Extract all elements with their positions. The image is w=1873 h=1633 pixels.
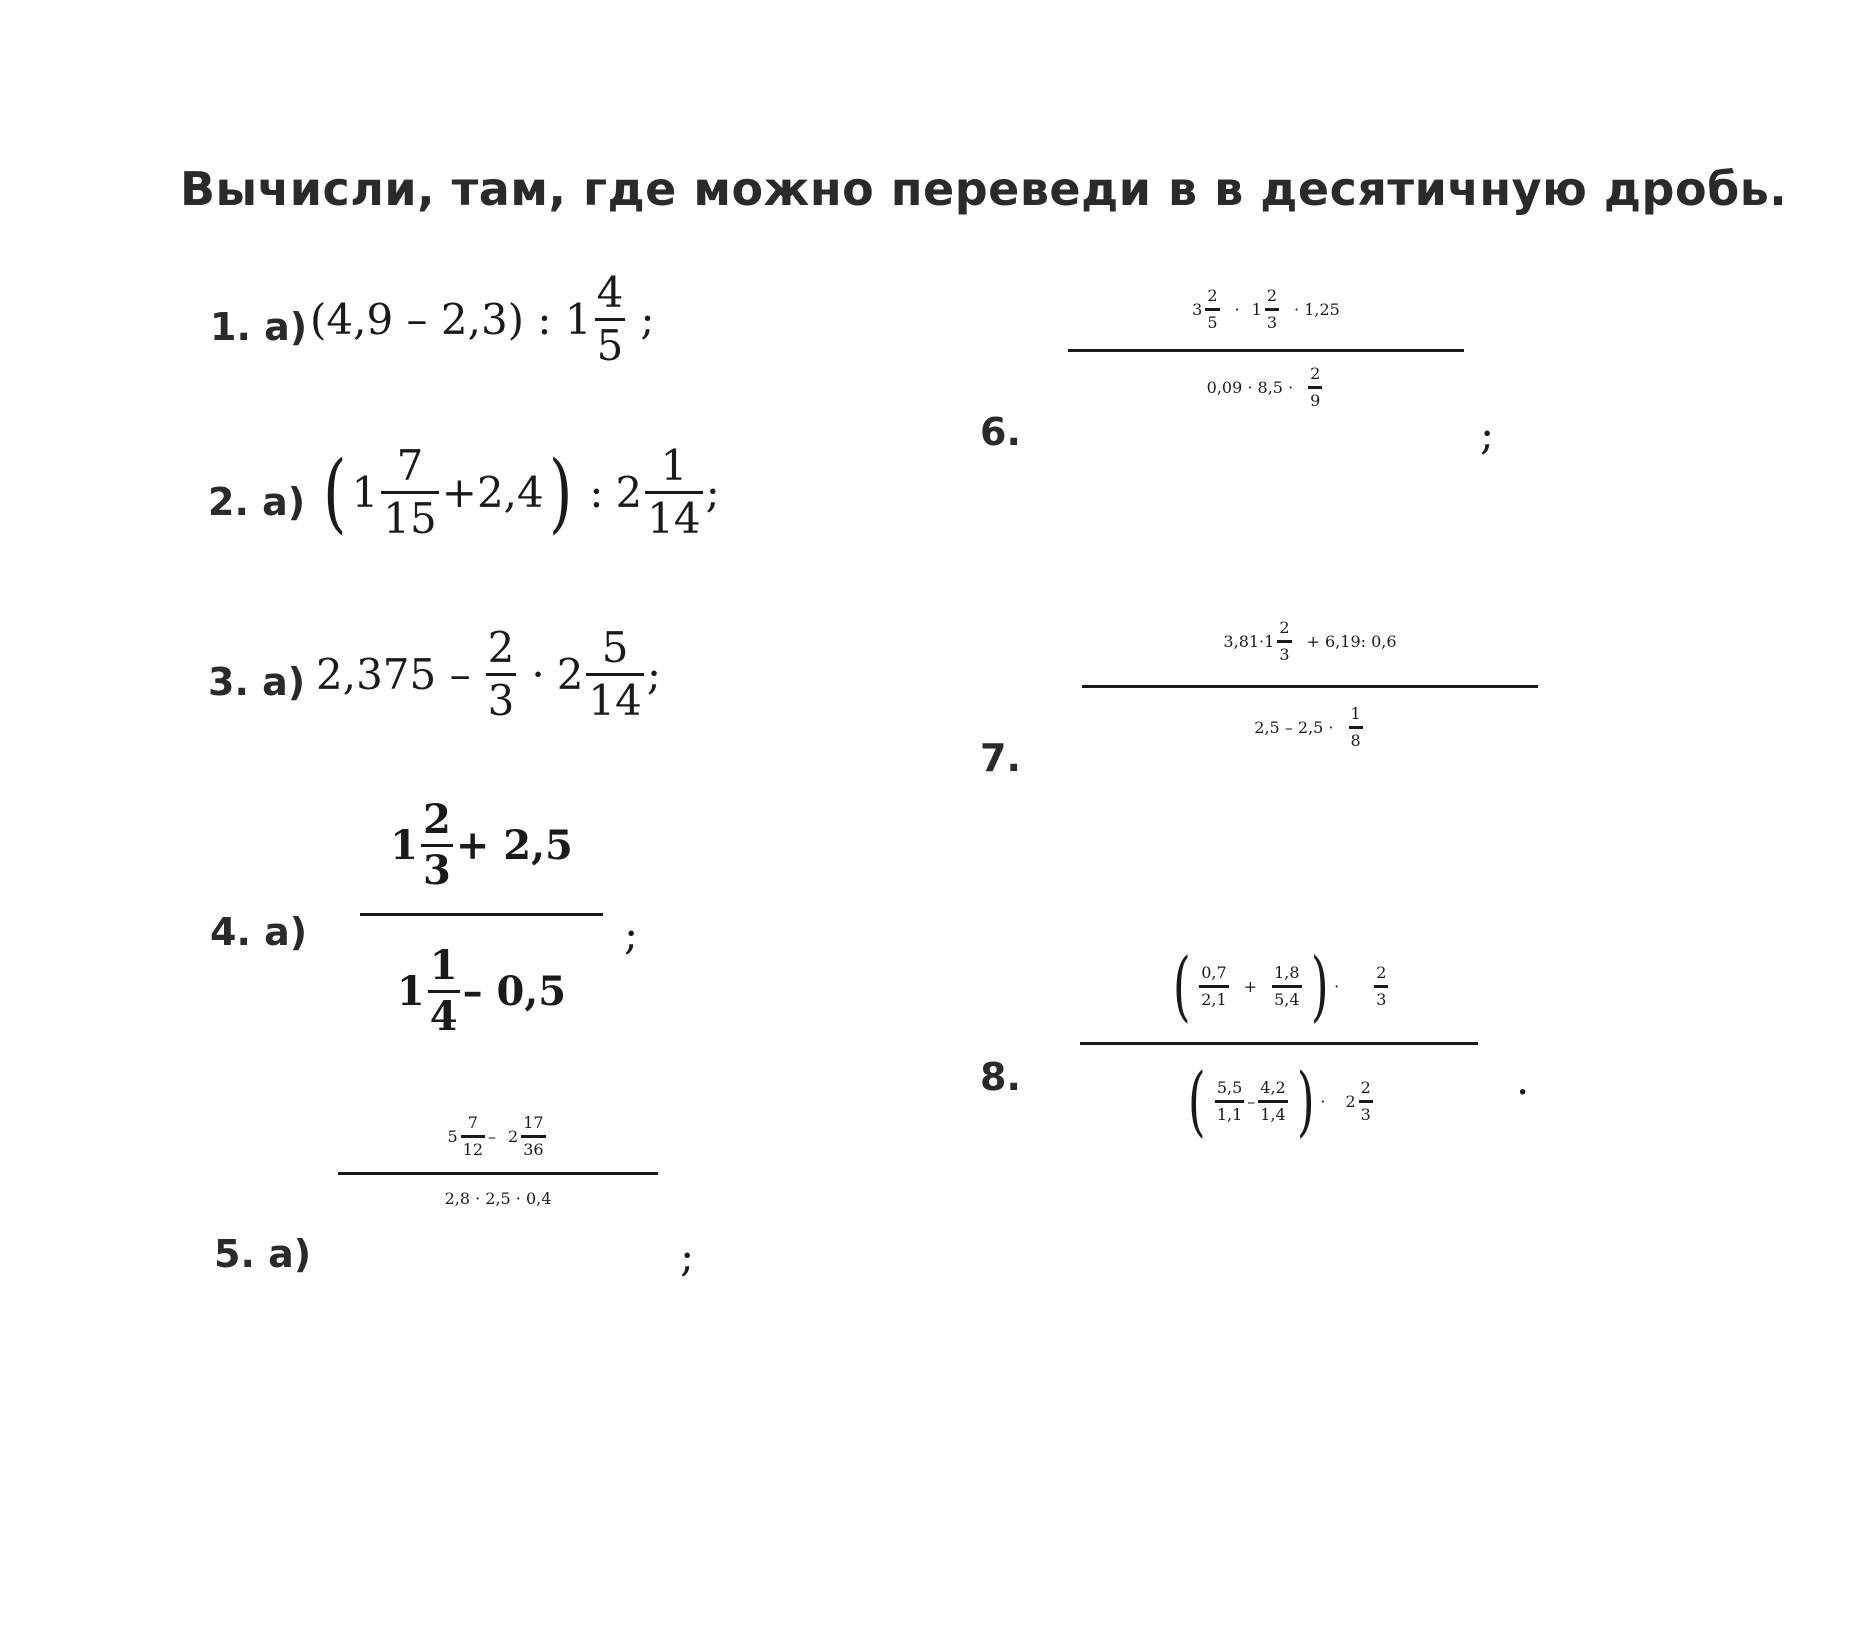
fraction xyxy=(1215,1077,1244,1124)
text: 2 xyxy=(1345,1091,1356,1111)
text: · 1,25 xyxy=(1294,300,1340,319)
fraction xyxy=(1277,620,1291,663)
problem-1-label: 1. а) xyxy=(210,305,308,349)
numerator: 0,7 xyxy=(1201,962,1227,982)
fraction xyxy=(645,441,702,543)
problem-1-expression xyxy=(310,268,655,370)
problem-6-fraction xyxy=(1068,288,1464,409)
numerator: 1,8 xyxy=(1274,962,1300,982)
fraction xyxy=(521,1115,545,1158)
numerator: 2 xyxy=(1310,364,1321,383)
text: +2,4 xyxy=(441,468,544,517)
fraction-bar xyxy=(338,1172,658,1175)
numerator xyxy=(447,1115,548,1158)
problem-8-label: 8. xyxy=(980,1055,1021,1099)
fraction-bar xyxy=(360,913,603,916)
numerator: 7 xyxy=(467,1113,478,1132)
fraction xyxy=(486,623,517,725)
fraction-bar xyxy=(1082,685,1538,688)
text: 5 xyxy=(447,1127,458,1146)
dot: · xyxy=(1234,300,1240,319)
fraction xyxy=(1374,962,1388,1009)
denominator: 14 xyxy=(586,673,643,722)
denominator: 3 xyxy=(421,844,453,891)
denominator: 1,4 xyxy=(1258,1100,1287,1123)
fraction xyxy=(1199,962,1228,1009)
problem-7-label: 7. xyxy=(980,736,1021,780)
semicolon: ; xyxy=(640,295,655,344)
semicolon: ; xyxy=(624,910,639,959)
text: 2 xyxy=(508,1127,519,1146)
problem-5-label: 5. а) xyxy=(214,1232,312,1276)
fraction xyxy=(1349,706,1363,749)
minus: – xyxy=(488,1127,496,1146)
text: 1 xyxy=(1264,632,1275,651)
denominator: 5,4 xyxy=(1272,985,1301,1008)
numerator xyxy=(390,796,573,894)
numerator: 2 xyxy=(1266,286,1278,305)
problem-2-label: 2. а) xyxy=(208,480,306,524)
problem-4-fraction xyxy=(360,796,603,1040)
fraction xyxy=(1359,1077,1373,1124)
problem-3-label: 3. а) xyxy=(208,660,306,704)
numerator: 5,5 xyxy=(1216,1077,1243,1097)
semicolon: ; xyxy=(680,1232,695,1281)
problem-7-fraction xyxy=(1082,620,1538,749)
fraction xyxy=(461,1115,485,1158)
numerator: 1 xyxy=(1350,704,1361,723)
fraction xyxy=(586,623,643,725)
dot: · xyxy=(1320,1091,1326,1111)
period: . xyxy=(1516,1055,1530,1104)
problem-8-fraction xyxy=(1080,941,1478,1145)
denominator: 3 xyxy=(1265,308,1279,331)
problem-4-label: 4. а) xyxy=(210,910,308,954)
numerator: 17 xyxy=(523,1113,544,1132)
close-paren: ) xyxy=(1296,1056,1315,1145)
numerator: 2 xyxy=(1207,286,1218,305)
open-paren: ( xyxy=(323,442,347,543)
denominator: 15 xyxy=(381,491,438,540)
fraction xyxy=(381,441,438,543)
numerator: 1 xyxy=(429,942,458,989)
denominator: 36 xyxy=(521,1135,545,1158)
fraction xyxy=(1265,288,1279,331)
semicolon: ; xyxy=(1480,410,1495,459)
text: + 2,5 xyxy=(455,822,573,869)
denominator: 3 xyxy=(1277,640,1291,663)
text: 1 xyxy=(390,822,418,869)
numerator xyxy=(1167,941,1392,1030)
text: 3 xyxy=(1192,300,1203,319)
semicolon: ; xyxy=(705,468,720,517)
text: 0,09 · 8,5 · xyxy=(1206,378,1294,397)
fraction xyxy=(595,268,626,370)
denominator: 5 xyxy=(595,318,626,367)
numerator: 1 xyxy=(660,441,688,490)
fraction xyxy=(421,796,453,894)
text: (4,9 – 2,3) : 1 xyxy=(310,295,592,344)
denominator: 14 xyxy=(645,491,702,540)
fraction-bar xyxy=(1068,349,1464,352)
numerator xyxy=(1192,288,1340,331)
numerator: 5 xyxy=(601,623,629,672)
numerator: 2 xyxy=(1279,618,1290,637)
minus: – xyxy=(1247,1091,1256,1111)
colon: : xyxy=(589,468,604,517)
denominator: 5 xyxy=(1205,308,1219,331)
text: 2,8 · 2,5 · 0,4 xyxy=(444,1189,552,1208)
denominator: 9 xyxy=(1308,386,1322,409)
semicolon: ; xyxy=(646,650,662,699)
open-paren: ( xyxy=(1188,1056,1206,1145)
denominator: 1,1 xyxy=(1215,1100,1244,1123)
fraction-bar xyxy=(1080,1042,1478,1045)
denominator xyxy=(1254,706,1365,749)
problem-6-label: 6. xyxy=(980,410,1021,454)
problem-2-expression xyxy=(318,441,720,543)
denominator xyxy=(1207,366,1326,409)
dot: · xyxy=(531,650,545,699)
numerator: 2 xyxy=(422,796,451,843)
denominator xyxy=(396,942,567,1040)
numerator: 2 xyxy=(1360,1077,1371,1097)
problem-5-fraction xyxy=(338,1115,658,1208)
fraction xyxy=(1258,1077,1287,1124)
numerator: 7 xyxy=(396,441,424,490)
denominator: 4 xyxy=(428,990,460,1037)
problem-3-expression xyxy=(316,623,662,725)
denominator: 2,1 xyxy=(1199,985,1228,1008)
text: + 6,19: 0,6 xyxy=(1306,632,1397,651)
numerator: 2 xyxy=(1376,962,1387,982)
fraction xyxy=(1272,962,1301,1009)
denominator: 3 xyxy=(1359,1100,1373,1123)
fraction xyxy=(1205,288,1219,331)
text: – 0,5 xyxy=(462,968,567,1015)
text: 2 xyxy=(556,650,584,699)
denominator: 3 xyxy=(1374,985,1388,1008)
numerator: 4,2 xyxy=(1260,1077,1286,1097)
text: 1 xyxy=(396,968,425,1015)
denominator: 3 xyxy=(486,673,517,722)
fraction xyxy=(1308,366,1322,409)
denominator: 8 xyxy=(1349,726,1363,749)
page-title: Вычисли, там, где можно переведи в в десятичную дробь. xyxy=(180,162,1788,216)
numerator: 4 xyxy=(596,268,624,317)
text: 2,5 – 2,5 · xyxy=(1254,718,1334,737)
numerator: 2 xyxy=(487,623,515,672)
dot: · xyxy=(1334,976,1340,996)
fraction xyxy=(428,942,460,1040)
numerator xyxy=(1223,620,1396,663)
denominator: 12 xyxy=(461,1135,485,1158)
text: 3,81· xyxy=(1223,632,1265,651)
text: 2,375 – xyxy=(316,650,471,699)
open-paren: ( xyxy=(1172,941,1191,1030)
plus: + xyxy=(1243,976,1258,996)
denominator xyxy=(1182,1056,1376,1145)
close-paren: ) xyxy=(548,442,573,543)
denominator xyxy=(445,1189,552,1208)
text: 2 xyxy=(615,468,643,517)
text: 1 xyxy=(351,468,379,517)
text: 1 xyxy=(1251,300,1262,319)
close-paren: ) xyxy=(1310,941,1329,1030)
